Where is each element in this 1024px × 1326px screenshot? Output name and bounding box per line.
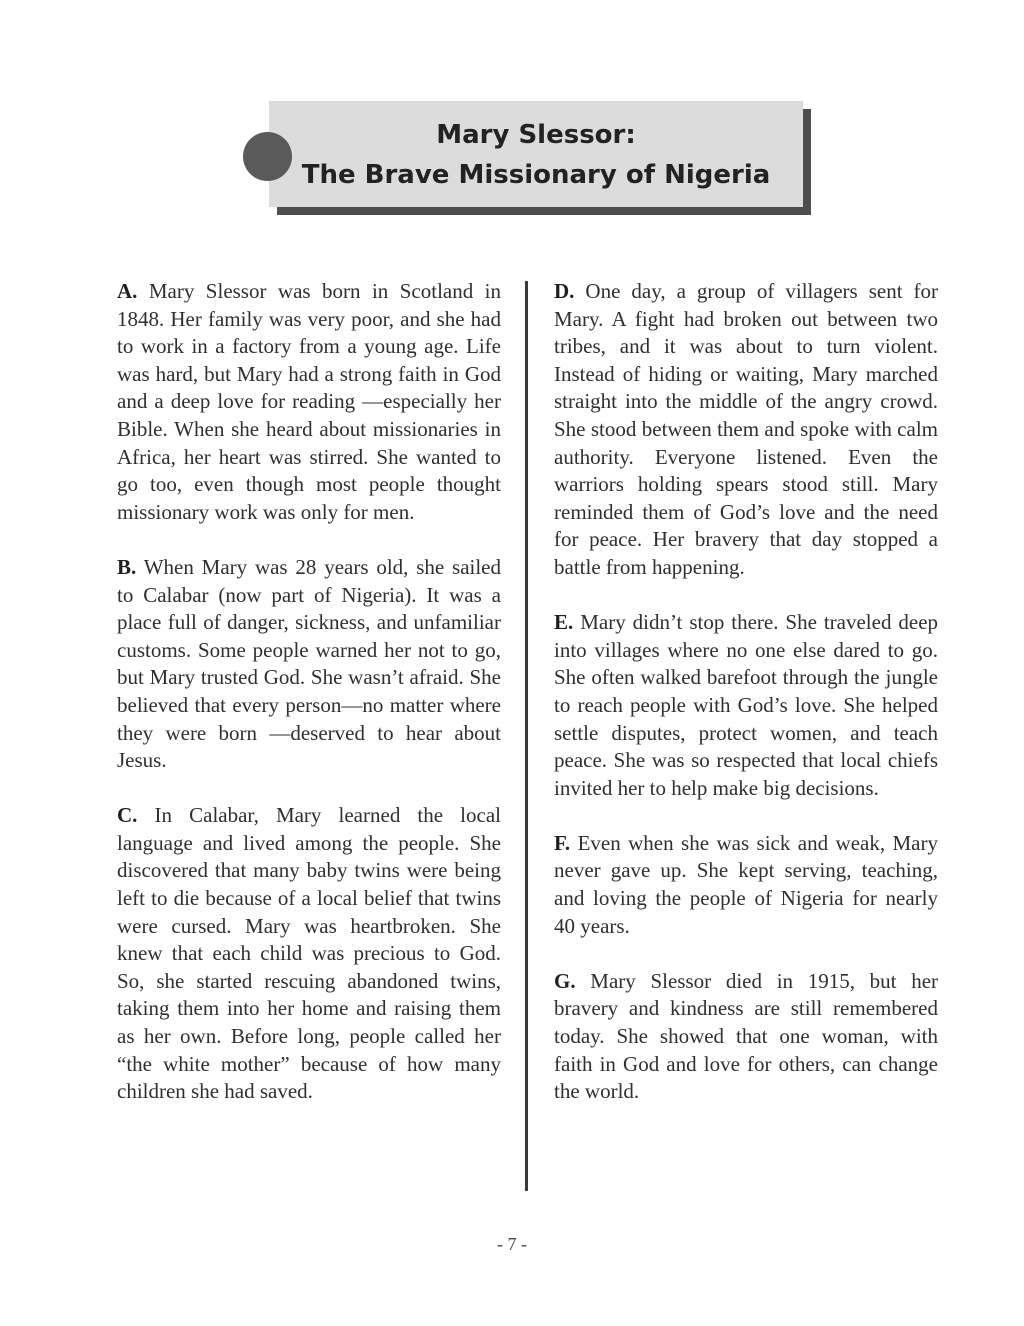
- paragraph-g: [554, 968, 938, 1106]
- paragraph-text: Even when she was sick and weak, Mary never gave up. She kept serving, teaching, and loving the people of Nigeria for nearly 40 years.: [554, 830, 938, 938]
- paragraph-c: [117, 802, 501, 1106]
- paragraph-text: One day, a group of villagers sent for Mary. A fight had broken out between two tribes, and it was about to turn violent. Instead of hiding or waiting, Mary marched straight into the middle of the angry crowd. She stood between them and spoke with calm authority. Everyone listened. Even the warriors holding spears stood still. Mary reminded them of God’s love and the need for peace. Her bravery that day stopped a battle from happening.: [554, 279, 939, 579]
- paragraph-letter: F.: [554, 830, 571, 855]
- paragraph-letter: E.: [554, 610, 574, 635]
- paragraph-b: [117, 554, 501, 775]
- bullet-circle-icon: [243, 132, 292, 181]
- paragraph-a: [117, 278, 501, 526]
- left-column: [117, 278, 501, 1133]
- column-divider: [525, 281, 528, 1191]
- paragraph-letter: C.: [117, 803, 138, 828]
- paragraph-text: When Mary was 28 years old, she sailed to Calabar (now part of Nigeria). It was a place full of danger, sickness, and unfamiliar customs. Some people warned her not to go, but Mary trusted God. She wasn’t afraid. She believed that every person—no matter where they were born —deserved to hear about Jesus.: [117, 554, 502, 773]
- paragraph-text: Mary Slessor was born in Scotland in 1848. Her family was very poor, and she had to work in a factory from a young age. Life was hard, but Mary had a strong faith in God and a deep love for reading —especially her Bible. When she heard about missionaries in Africa, her heart was stirred. She wanted to go too, even though most people thought missionary work was only for men.: [117, 279, 501, 524]
- page-title: [269, 101, 803, 207]
- paragraph-text: In Calabar, Mary learned the local language and lived among the people. She discovered that many baby twins were being left to die because of a local belief that twins were cursed. Mary was heartbroken. She knew that each child was precious to God. So, she started rescuing abandoned twins, taking them into her home and raising them as her own. Before long, people called her “the white mother” because of how many children she had saved.: [117, 803, 501, 1104]
- title-banner: [243, 101, 813, 217]
- page-number: - 7 -: [497, 1234, 527, 1254]
- paragraph-letter: B.: [117, 554, 137, 579]
- page-title-line-1: Mary Slessor:: [436, 120, 636, 150]
- page-title-line-2: The Brave Missionary of Nigeria: [301, 160, 771, 190]
- paragraph-text: Mary didn’t stop there. She traveled deep into villages where no one else dared to go. She often walked barefoot through the jungle to reach people with God’s love. She helped settle disputes, protect women, and teach peace. She was so respected that local chiefs invited her to help make big decisions.: [554, 610, 939, 800]
- right-column: [554, 278, 938, 1133]
- paragraph-letter: A.: [117, 279, 138, 303]
- paragraph-f: [554, 830, 938, 940]
- paragraph-letter: D.: [554, 279, 575, 303]
- paragraph-letter: G.: [554, 968, 576, 993]
- paragraph-text: Mary Slessor died in 1915, but her bravery and kindness are still remembered today. She showed that one woman, with faith in God and love for others, can change the world.: [554, 968, 939, 1104]
- paragraph-d: [554, 278, 938, 582]
- paragraph-e: [554, 609, 938, 802]
